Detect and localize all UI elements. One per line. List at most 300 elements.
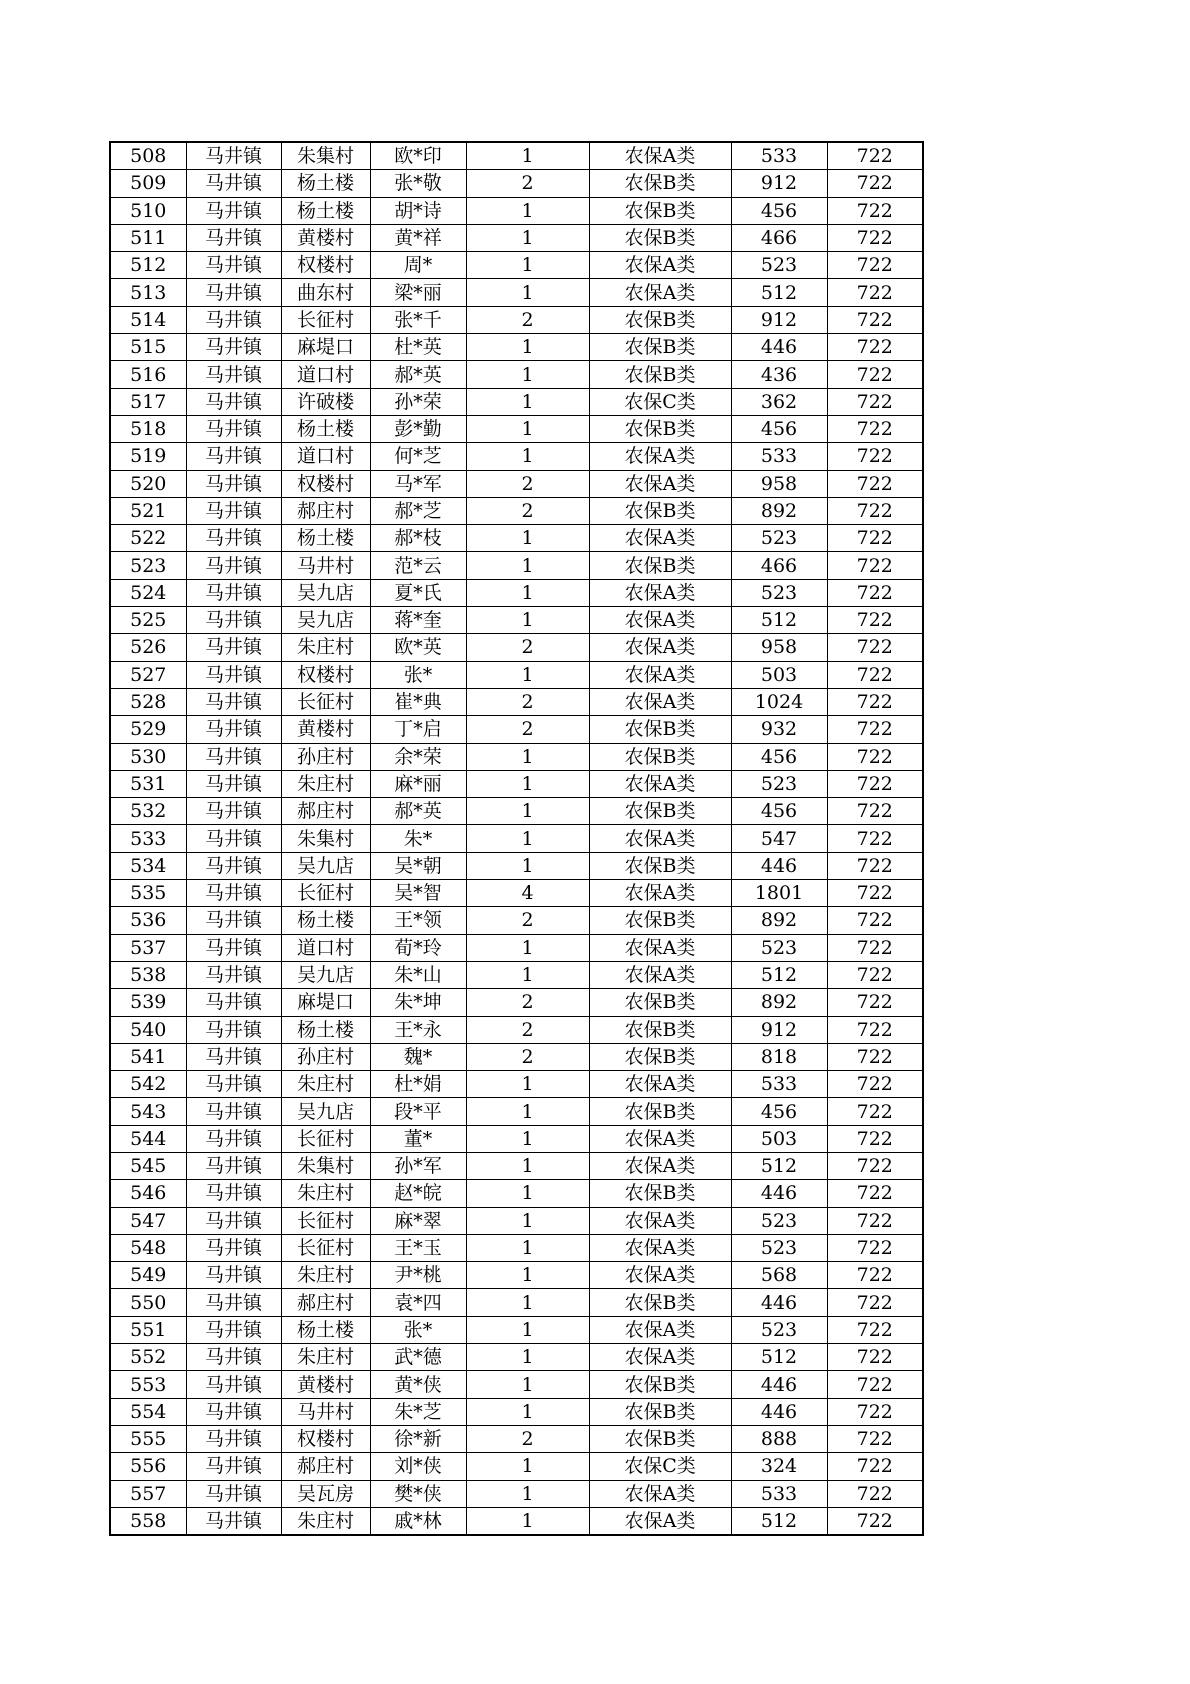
count-cell: 2 <box>466 170 589 197</box>
amount-cell: 523 <box>731 579 827 606</box>
category-cell: 农保A类 <box>589 525 731 552</box>
amount-cell: 446 <box>731 334 827 361</box>
village-cell: 长征村 <box>281 688 370 715</box>
table-row <box>110 415 923 442</box>
name-cell: 王*领 <box>370 907 466 934</box>
town-cell: 马井镇 <box>186 989 281 1016</box>
town-cell: 马井镇 <box>186 1289 281 1316</box>
standard-cell: 722 <box>827 142 923 170</box>
village-cell: 曲东村 <box>281 279 370 306</box>
village-cell: 黄楼村 <box>281 1371 370 1398</box>
table-row <box>110 1398 923 1425</box>
category-cell: 农保A类 <box>589 1507 731 1535</box>
serial-cell: 550 <box>110 1289 186 1316</box>
standard-cell: 722 <box>827 716 923 743</box>
count-cell: 1 <box>466 852 589 879</box>
town-cell: 马井镇 <box>186 1344 281 1371</box>
town-cell: 马井镇 <box>186 1316 281 1343</box>
standard-cell: 722 <box>827 880 923 907</box>
amount-cell: 932 <box>731 716 827 743</box>
name-cell: 朱*坤 <box>370 989 466 1016</box>
village-cell: 杨土楼 <box>281 170 370 197</box>
town-cell: 马井镇 <box>186 497 281 524</box>
town-cell: 马井镇 <box>186 1071 281 1098</box>
serial-cell: 537 <box>110 934 186 961</box>
standard-cell: 722 <box>827 1262 923 1289</box>
amount-cell: 436 <box>731 361 827 388</box>
serial-cell: 526 <box>110 634 186 661</box>
count-cell: 2 <box>466 470 589 497</box>
category-cell: 农保A类 <box>589 934 731 961</box>
town-cell: 马井镇 <box>186 197 281 224</box>
serial-cell: 527 <box>110 661 186 688</box>
village-cell: 朱庄村 <box>281 1344 370 1371</box>
serial-cell: 514 <box>110 306 186 333</box>
standard-cell: 722 <box>827 1507 923 1535</box>
category-cell: 农保A类 <box>589 1071 731 1098</box>
name-cell: 郝*枝 <box>370 525 466 552</box>
category-cell: 农保A类 <box>589 1207 731 1234</box>
name-cell: 郝*英 <box>370 798 466 825</box>
table-row <box>110 579 923 606</box>
amount-cell: 958 <box>731 470 827 497</box>
amount-cell: 446 <box>731 1371 827 1398</box>
town-cell: 马井镇 <box>186 1371 281 1398</box>
town-cell: 马井镇 <box>186 170 281 197</box>
count-cell: 2 <box>466 1043 589 1070</box>
standard-cell: 722 <box>827 197 923 224</box>
village-cell: 麻堤口 <box>281 334 370 361</box>
village-cell: 麻堤口 <box>281 989 370 1016</box>
table-row <box>110 443 923 470</box>
count-cell: 2 <box>466 989 589 1016</box>
town-cell: 马井镇 <box>186 1480 281 1507</box>
amount-cell: 523 <box>731 934 827 961</box>
town-cell: 马井镇 <box>186 1425 281 1452</box>
village-cell: 朱庄村 <box>281 1507 370 1535</box>
name-cell: 梁*丽 <box>370 279 466 306</box>
village-cell: 黄楼村 <box>281 716 370 743</box>
name-cell: 郝*英 <box>370 361 466 388</box>
town-cell: 马井镇 <box>186 306 281 333</box>
serial-cell: 530 <box>110 743 186 770</box>
amount-cell: 523 <box>731 1207 827 1234</box>
count-cell: 1 <box>466 443 589 470</box>
table-row <box>110 880 923 907</box>
standard-cell: 722 <box>827 1289 923 1316</box>
amount-cell: 512 <box>731 1152 827 1179</box>
standard-cell: 722 <box>827 388 923 415</box>
count-cell: 1 <box>466 197 589 224</box>
standard-cell: 722 <box>827 1180 923 1207</box>
table-row <box>110 934 923 961</box>
name-cell: 吴*智 <box>370 880 466 907</box>
town-cell: 马井镇 <box>186 1098 281 1125</box>
count-cell: 1 <box>466 770 589 797</box>
count-cell: 1 <box>466 798 589 825</box>
standard-cell: 722 <box>827 224 923 251</box>
serial-cell: 529 <box>110 716 186 743</box>
village-cell: 杨土楼 <box>281 1016 370 1043</box>
table-row <box>110 497 923 524</box>
town-cell: 马井镇 <box>186 388 281 415</box>
name-cell: 朱*山 <box>370 961 466 988</box>
standard-cell: 722 <box>827 743 923 770</box>
serial-cell: 510 <box>110 197 186 224</box>
table-row <box>110 716 923 743</box>
category-cell: 农保A类 <box>589 1316 731 1343</box>
table-row <box>110 1125 923 1152</box>
village-cell: 道口村 <box>281 361 370 388</box>
amount-cell: 456 <box>731 415 827 442</box>
count-cell: 2 <box>466 497 589 524</box>
count-cell: 1 <box>466 1207 589 1234</box>
serial-cell: 558 <box>110 1507 186 1535</box>
amount-cell: 512 <box>731 607 827 634</box>
standard-cell: 722 <box>827 961 923 988</box>
amount-cell: 523 <box>731 252 827 279</box>
village-cell: 吴九店 <box>281 1098 370 1125</box>
name-cell: 丁*启 <box>370 716 466 743</box>
standard-cell: 722 <box>827 1425 923 1452</box>
name-cell: 杜*娟 <box>370 1071 466 1098</box>
count-cell: 2 <box>466 1016 589 1043</box>
category-cell: 农保B类 <box>589 224 731 251</box>
table-row <box>110 770 923 797</box>
town-cell: 马井镇 <box>186 361 281 388</box>
count-cell: 1 <box>466 552 589 579</box>
count-cell: 1 <box>466 1234 589 1261</box>
serial-cell: 548 <box>110 1234 186 1261</box>
count-cell: 1 <box>466 1262 589 1289</box>
serial-cell: 554 <box>110 1398 186 1425</box>
standard-cell: 722 <box>827 770 923 797</box>
table-row <box>110 1507 923 1535</box>
table-body <box>110 142 923 1535</box>
name-cell: 何*芝 <box>370 443 466 470</box>
serial-cell: 518 <box>110 415 186 442</box>
table-row <box>110 1016 923 1043</box>
category-cell: 农保B类 <box>589 743 731 770</box>
serial-cell: 516 <box>110 361 186 388</box>
count-cell: 1 <box>466 415 589 442</box>
serial-cell: 508 <box>110 142 186 170</box>
serial-cell: 517 <box>110 388 186 415</box>
amount-cell: 533 <box>731 142 827 170</box>
name-cell: 尹*桃 <box>370 1262 466 1289</box>
table-row <box>110 142 923 170</box>
count-cell: 1 <box>466 361 589 388</box>
serial-cell: 551 <box>110 1316 186 1343</box>
amount-cell: 912 <box>731 170 827 197</box>
amount-cell: 456 <box>731 743 827 770</box>
amount-cell: 523 <box>731 525 827 552</box>
village-cell: 郝庄村 <box>281 798 370 825</box>
name-cell: 欧*英 <box>370 634 466 661</box>
name-cell: 张*千 <box>370 306 466 333</box>
town-cell: 马井镇 <box>186 1207 281 1234</box>
name-cell: 夏*氏 <box>370 579 466 606</box>
category-cell: 农保B类 <box>589 170 731 197</box>
amount-cell: 533 <box>731 1071 827 1098</box>
amount-cell: 466 <box>731 224 827 251</box>
serial-cell: 542 <box>110 1071 186 1098</box>
serial-cell: 531 <box>110 770 186 797</box>
village-cell: 孙庄村 <box>281 743 370 770</box>
town-cell: 马井镇 <box>186 743 281 770</box>
table-row <box>110 961 923 988</box>
count-cell: 1 <box>466 252 589 279</box>
amount-cell: 362 <box>731 388 827 415</box>
serial-cell: 541 <box>110 1043 186 1070</box>
village-cell: 权楼村 <box>281 252 370 279</box>
amount-cell: 456 <box>731 1098 827 1125</box>
village-cell: 长征村 <box>281 1207 370 1234</box>
category-cell: 农保B类 <box>589 1043 731 1070</box>
village-cell: 长征村 <box>281 1234 370 1261</box>
table-row <box>110 1344 923 1371</box>
name-cell: 张*敬 <box>370 170 466 197</box>
standard-cell: 722 <box>827 525 923 552</box>
town-cell: 马井镇 <box>186 252 281 279</box>
name-cell: 麻*翠 <box>370 1207 466 1234</box>
name-cell: 彭*勤 <box>370 415 466 442</box>
name-cell: 王*玉 <box>370 1234 466 1261</box>
standard-cell: 722 <box>827 1098 923 1125</box>
village-cell: 吴九店 <box>281 961 370 988</box>
table-row <box>110 334 923 361</box>
amount-cell: 1801 <box>731 880 827 907</box>
standard-cell: 722 <box>827 607 923 634</box>
village-cell: 孙庄村 <box>281 1043 370 1070</box>
village-cell: 马井村 <box>281 1398 370 1425</box>
name-cell: 孙*军 <box>370 1152 466 1179</box>
count-cell: 1 <box>466 142 589 170</box>
table-row <box>110 634 923 661</box>
category-cell: 农保A类 <box>589 1125 731 1152</box>
count-cell: 1 <box>466 224 589 251</box>
amount-cell: 446 <box>731 1398 827 1425</box>
table-row <box>110 989 923 1016</box>
town-cell: 马井镇 <box>186 279 281 306</box>
count-cell: 1 <box>466 825 589 852</box>
category-cell: 农保A类 <box>589 579 731 606</box>
village-cell: 吴九店 <box>281 852 370 879</box>
category-cell: 农保B类 <box>589 1016 731 1043</box>
town-cell: 马井镇 <box>186 1043 281 1070</box>
village-cell: 杨土楼 <box>281 197 370 224</box>
town-cell: 马井镇 <box>186 880 281 907</box>
table-row <box>110 470 923 497</box>
serial-cell: 520 <box>110 470 186 497</box>
table-row <box>110 224 923 251</box>
count-cell: 1 <box>466 1098 589 1125</box>
table-row <box>110 661 923 688</box>
category-cell: 农保B类 <box>589 1398 731 1425</box>
village-cell: 许破楼 <box>281 388 370 415</box>
village-cell: 道口村 <box>281 443 370 470</box>
table-row <box>110 252 923 279</box>
standard-cell: 722 <box>827 1344 923 1371</box>
category-cell: 农保A类 <box>589 279 731 306</box>
serial-cell: 519 <box>110 443 186 470</box>
table-row <box>110 525 923 552</box>
table-row <box>110 1371 923 1398</box>
town-cell: 马井镇 <box>186 961 281 988</box>
table-row <box>110 1316 923 1343</box>
category-cell: 农保B类 <box>589 1371 731 1398</box>
village-cell: 吴瓦房 <box>281 1480 370 1507</box>
serial-cell: 536 <box>110 907 186 934</box>
amount-cell: 503 <box>731 1125 827 1152</box>
count-cell: 2 <box>466 306 589 333</box>
town-cell: 马井镇 <box>186 1180 281 1207</box>
count-cell: 1 <box>466 607 589 634</box>
town-cell: 马井镇 <box>186 607 281 634</box>
town-cell: 马井镇 <box>186 415 281 442</box>
standard-cell: 722 <box>827 443 923 470</box>
village-cell: 郝庄村 <box>281 1289 370 1316</box>
count-cell: 1 <box>466 1344 589 1371</box>
category-cell: 农保A类 <box>589 1262 731 1289</box>
count-cell: 1 <box>466 334 589 361</box>
table-row <box>110 743 923 770</box>
serial-cell: 544 <box>110 1125 186 1152</box>
amount-cell: 512 <box>731 961 827 988</box>
village-cell: 朱集村 <box>281 825 370 852</box>
count-cell: 1 <box>466 1180 589 1207</box>
standard-cell: 722 <box>827 306 923 333</box>
village-cell: 长征村 <box>281 1125 370 1152</box>
village-cell: 黄楼村 <box>281 224 370 251</box>
amount-cell: 324 <box>731 1453 827 1480</box>
count-cell: 1 <box>466 1125 589 1152</box>
count-cell: 1 <box>466 661 589 688</box>
name-cell: 董* <box>370 1125 466 1152</box>
serial-cell: 522 <box>110 525 186 552</box>
table-row <box>110 197 923 224</box>
town-cell: 马井镇 <box>186 1152 281 1179</box>
count-cell: 2 <box>466 634 589 661</box>
table-row <box>110 279 923 306</box>
name-cell: 武*德 <box>370 1344 466 1371</box>
name-cell: 戚*林 <box>370 1507 466 1535</box>
name-cell: 麻*丽 <box>370 770 466 797</box>
category-cell: 农保B类 <box>589 415 731 442</box>
village-cell: 朱庄村 <box>281 1071 370 1098</box>
count-cell: 1 <box>466 961 589 988</box>
name-cell: 袁*四 <box>370 1289 466 1316</box>
serial-cell: 513 <box>110 279 186 306</box>
name-cell: 王*永 <box>370 1016 466 1043</box>
standard-cell: 722 <box>827 661 923 688</box>
town-cell: 马井镇 <box>186 798 281 825</box>
category-cell: 农保B类 <box>589 197 731 224</box>
amount-cell: 512 <box>731 1344 827 1371</box>
standard-cell: 722 <box>827 252 923 279</box>
serial-cell: 552 <box>110 1344 186 1371</box>
count-cell: 1 <box>466 1152 589 1179</box>
name-cell: 黄*侠 <box>370 1371 466 1398</box>
town-cell: 马井镇 <box>186 661 281 688</box>
amount-cell: 888 <box>731 1425 827 1452</box>
name-cell: 杜*英 <box>370 334 466 361</box>
name-cell: 崔*典 <box>370 688 466 715</box>
table-row <box>110 361 923 388</box>
name-cell: 赵*皖 <box>370 1180 466 1207</box>
category-cell: 农保A类 <box>589 634 731 661</box>
town-cell: 马井镇 <box>186 525 281 552</box>
serial-cell: 511 <box>110 224 186 251</box>
serial-cell: 546 <box>110 1180 186 1207</box>
category-cell: 农保A类 <box>589 607 731 634</box>
name-cell: 周* <box>370 252 466 279</box>
serial-cell: 549 <box>110 1262 186 1289</box>
village-cell: 权楼村 <box>281 470 370 497</box>
village-cell: 权楼村 <box>281 661 370 688</box>
count-cell: 2 <box>466 688 589 715</box>
standard-cell: 722 <box>827 1371 923 1398</box>
serial-cell: 556 <box>110 1453 186 1480</box>
category-cell: 农保C类 <box>589 388 731 415</box>
table-row <box>110 552 923 579</box>
amount-cell: 466 <box>731 552 827 579</box>
town-cell: 马井镇 <box>186 443 281 470</box>
category-cell: 农保A类 <box>589 142 731 170</box>
town-cell: 马井镇 <box>186 470 281 497</box>
village-cell: 朱集村 <box>281 1152 370 1179</box>
amount-cell: 456 <box>731 798 827 825</box>
table-row <box>110 1180 923 1207</box>
table-row <box>110 1207 923 1234</box>
serial-cell: 512 <box>110 252 186 279</box>
category-cell: 农保A类 <box>589 252 731 279</box>
name-cell: 魏* <box>370 1043 466 1070</box>
serial-cell: 521 <box>110 497 186 524</box>
category-cell: 农保B类 <box>589 552 731 579</box>
count-cell: 1 <box>466 934 589 961</box>
count-cell: 1 <box>466 525 589 552</box>
town-cell: 马井镇 <box>186 552 281 579</box>
name-cell: 余*荣 <box>370 743 466 770</box>
table-row <box>110 1234 923 1261</box>
category-cell: 农保B类 <box>589 334 731 361</box>
amount-cell: 568 <box>731 1262 827 1289</box>
name-cell: 段*平 <box>370 1098 466 1125</box>
village-cell: 吴九店 <box>281 579 370 606</box>
name-cell: 郝*芝 <box>370 497 466 524</box>
amount-cell: 523 <box>731 770 827 797</box>
town-cell: 马井镇 <box>186 1453 281 1480</box>
table-row <box>110 1071 923 1098</box>
amount-cell: 446 <box>731 852 827 879</box>
count-cell: 1 <box>466 1480 589 1507</box>
standard-cell: 722 <box>827 1316 923 1343</box>
village-cell: 杨土楼 <box>281 525 370 552</box>
category-cell: 农保B类 <box>589 989 731 1016</box>
count-cell: 1 <box>466 1371 589 1398</box>
village-cell: 杨土楼 <box>281 415 370 442</box>
name-cell: 马*军 <box>370 470 466 497</box>
amount-cell: 912 <box>731 306 827 333</box>
standard-cell: 722 <box>827 688 923 715</box>
standard-cell: 722 <box>827 634 923 661</box>
amount-cell: 892 <box>731 907 827 934</box>
category-cell: 农保B类 <box>589 798 731 825</box>
category-cell: 农保A类 <box>589 443 731 470</box>
serial-cell: 540 <box>110 1016 186 1043</box>
standard-cell: 722 <box>827 798 923 825</box>
